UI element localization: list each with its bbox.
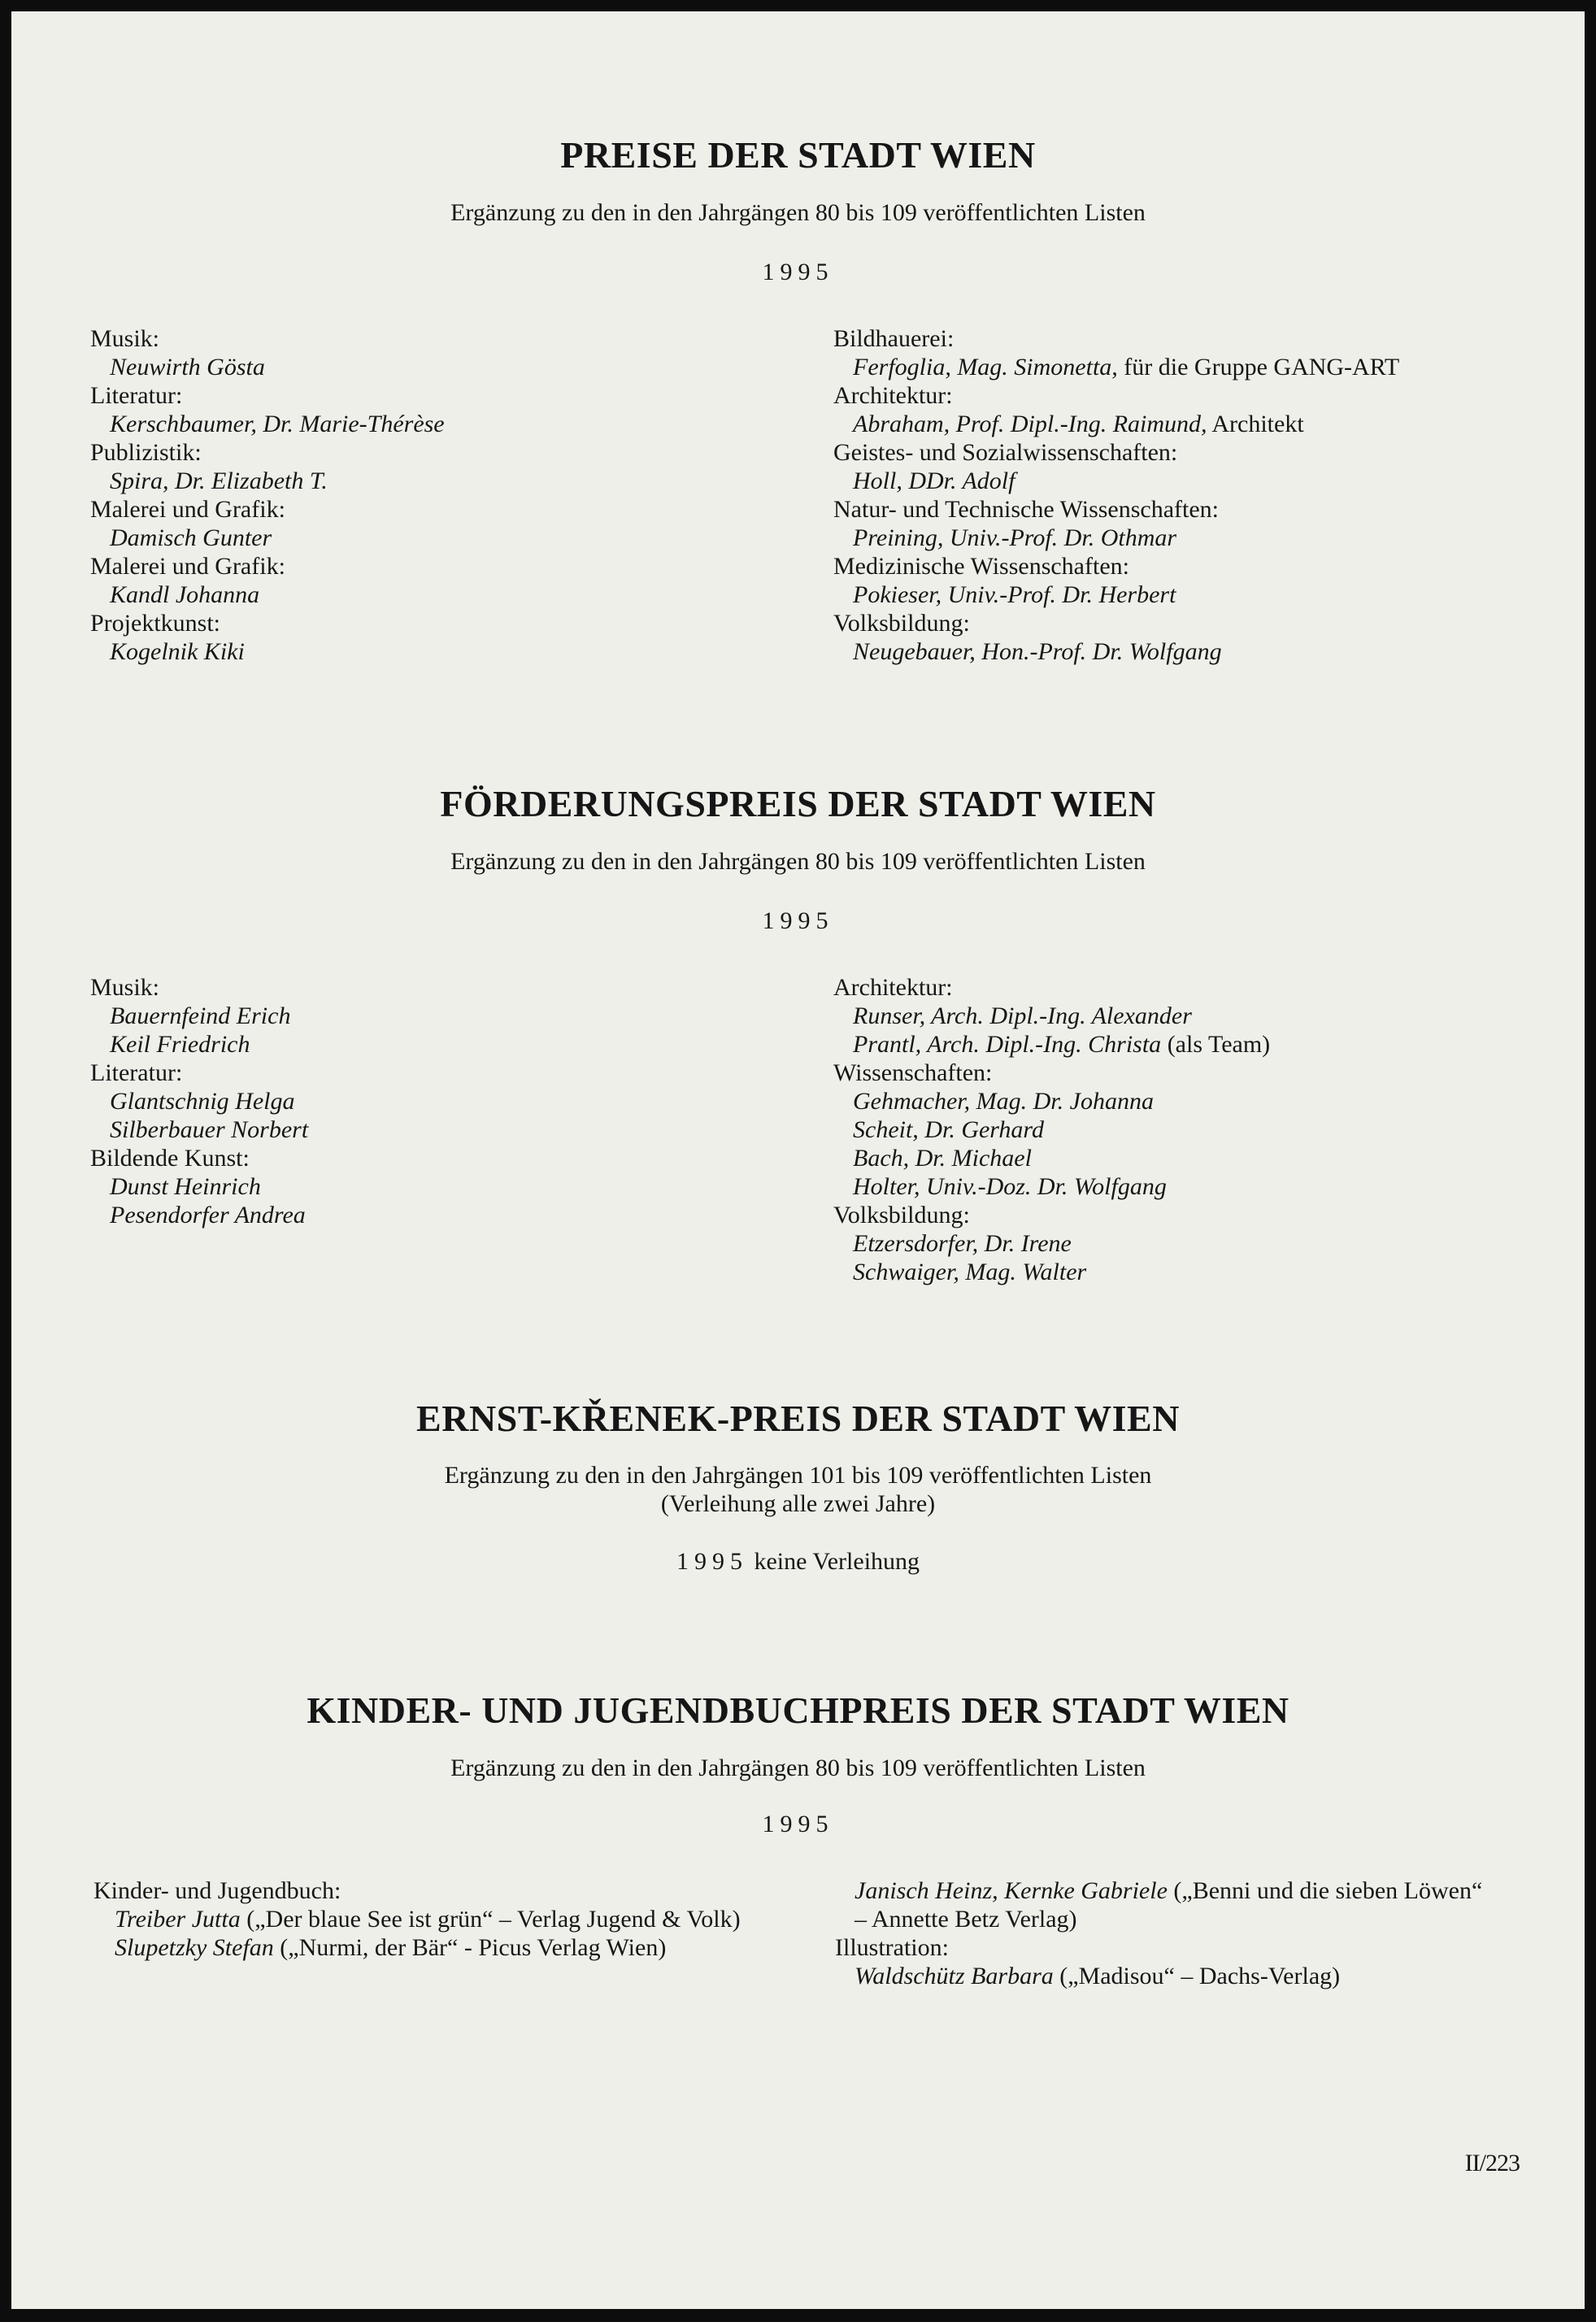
section-year-krenek-preis: 1995 bbox=[676, 1548, 748, 1575]
winner-entry: Slupetzky Stefan („Nurmi, der Bär“ - Picus Verlag Wien) bbox=[115, 1934, 667, 1961]
winner-name: Preining, Univ.-Prof. Dr. Othmar bbox=[853, 524, 1177, 551]
category-label: Musik: bbox=[90, 325, 160, 352]
category-label: Literatur: bbox=[90, 382, 183, 409]
kinder-jugendbuchpreis-left-column bbox=[93, 1876, 768, 1962]
winner-entry bbox=[90, 1087, 806, 1115]
winner-name: Scheit, Dr. Gerhard bbox=[853, 1116, 1044, 1143]
category-label: Kinder- und Jugendbuch: bbox=[93, 1877, 341, 1904]
section-subtitle-preise: Ergänzung zu den in den Jahrgängen 80 bis 109 veröffentlichten Listen bbox=[450, 199, 1146, 226]
winner-name: Bach, Dr. Michael bbox=[853, 1145, 1032, 1172]
winner-name: Waldschütz Barbara bbox=[855, 1963, 1054, 1989]
section-year-preise: 1995 bbox=[762, 259, 834, 285]
winner-entry bbox=[90, 524, 806, 552]
winner-name: Silberbauer Norbert bbox=[110, 1116, 309, 1143]
section-year-line-krenek-preis bbox=[11, 1548, 1585, 1576]
winner-name: Etzersdorfer, Dr. Irene bbox=[853, 1230, 1072, 1257]
winner-name: Neugebauer, Hon.-Prof. Dr. Wolfgang bbox=[853, 638, 1222, 665]
winner-entry bbox=[833, 1087, 1565, 1115]
preise-left-column bbox=[90, 324, 806, 666]
section-title-foerderungspreis: FÖRDERUNGSPREIS DER STADT WIEN bbox=[440, 783, 1156, 824]
winner-entry bbox=[833, 637, 1565, 666]
winner-name: Damisch Gunter bbox=[110, 524, 272, 551]
section-subtitle-kinder-jugendbuchpreis: Ergänzung zu den in den Jahrgängen 80 bis 109 veröffentlichten Listen bbox=[450, 1755, 1146, 1781]
winner-name: Keil Friedrich bbox=[110, 1031, 250, 1058]
category-label: Malerei und Grafik: bbox=[90, 496, 285, 523]
winner-name: Schwaiger, Mag. Walter bbox=[853, 1259, 1087, 1285]
category-label: Literatur: bbox=[90, 1059, 183, 1086]
winner-name: Neuwirth Gösta bbox=[110, 354, 265, 380]
winner-entry bbox=[90, 410, 806, 438]
winner-name: Treiber Jutta bbox=[115, 1906, 241, 1933]
winner-entry: Prantl, Arch. Dipl.-Ing. Christa (als Team) bbox=[853, 1031, 1271, 1058]
winner-entry bbox=[833, 467, 1565, 495]
winner-entry bbox=[833, 1229, 1565, 1258]
winner-entry bbox=[833, 1002, 1565, 1030]
foerderungspreis-right-column bbox=[833, 973, 1565, 1286]
page-number: II/223 bbox=[1464, 2150, 1520, 2176]
winner-name: Holter, Univ.-Doz. Dr. Wolfgang bbox=[853, 1173, 1167, 1200]
winner-entry bbox=[833, 1144, 1565, 1172]
winner-name: Janisch Heinz, Kernke Gabriele bbox=[855, 1877, 1168, 1904]
winner-name: Holl, DDr. Adolf bbox=[853, 467, 1015, 494]
section-title-preise: PREISE DER STADT WIEN bbox=[560, 134, 1036, 176]
winner-entry bbox=[833, 1258, 1565, 1286]
winner-entry bbox=[90, 1115, 806, 1144]
winner-entry bbox=[833, 1115, 1565, 1144]
category-label: Illustration: bbox=[835, 1934, 949, 1961]
category-label: Architektur: bbox=[833, 382, 953, 409]
section-year-kinder-jugendbuchpreis: 1995 bbox=[762, 1811, 834, 1837]
winner-name: Glantschnig Helga bbox=[110, 1088, 295, 1115]
section-subtitle-krenek-preis: Ergänzung zu den in den Jahrgängen 101 bis 109 veröffentlichten Listen bbox=[444, 1462, 1152, 1489]
winner-name: Ferfoglia, Mag. Simonetta, bbox=[853, 354, 1118, 380]
winner-entry: Janisch Heinz, Kernke Gabriele („Benni und die sieben Löwen“ – Annette Betz Verlag) bbox=[855, 1877, 1483, 1933]
winner-entry bbox=[833, 524, 1565, 552]
category-label: Volksbildung: bbox=[833, 610, 970, 637]
winner-name: Dunst Heinrich bbox=[110, 1173, 261, 1200]
winner-entry bbox=[90, 353, 806, 381]
category-label: Natur- und Technische Wissenschaften: bbox=[833, 496, 1220, 523]
winner-entry bbox=[833, 1172, 1565, 1201]
winner-entry bbox=[90, 1201, 806, 1229]
preise-right-column bbox=[833, 324, 1565, 666]
section-year-foerderungspreis: 1995 bbox=[762, 907, 834, 934]
winner-entry bbox=[90, 580, 806, 609]
winner-entry: Abraham, Prof. Dipl.-Ing. Raimund, Architekt bbox=[853, 411, 1304, 437]
winner-entry: Waldschütz Barbara („Madisou“ – Dachs-Verlag) bbox=[855, 1963, 1341, 1989]
category-label: Malerei und Grafik: bbox=[90, 553, 285, 580]
winner-name: Kerschbaumer, Dr. Marie-Thérèse bbox=[110, 411, 445, 437]
category-label: Wissenschaften: bbox=[833, 1059, 993, 1086]
winner-name: Pesendorfer Andrea bbox=[110, 1202, 306, 1228]
category-label: Projektkunst: bbox=[90, 610, 221, 637]
section-title-kinder-jugendbuchpreis: KINDER- UND JUGENDBUCHPREIS DER STADT WIEN bbox=[307, 1689, 1289, 1731]
section-subtitle-foerderungspreis: Ergänzung zu den in den Jahrgängen 80 bis 109 veröffentlichten Listen bbox=[450, 848, 1146, 875]
winner-entry bbox=[90, 1030, 806, 1059]
winner-name: Pokieser, Univ.-Prof. Dr. Herbert bbox=[853, 581, 1176, 608]
winner-name: Spira, Dr. Elizabeth T. bbox=[110, 467, 328, 494]
winner-entry bbox=[90, 1172, 806, 1201]
winner-entry bbox=[833, 580, 1565, 609]
winner-name: Runser, Arch. Dipl.-Ing. Alexander bbox=[853, 1002, 1192, 1029]
winner-name: Slupetzky Stefan bbox=[115, 1934, 274, 1961]
winner-entry: Ferfoglia, Mag. Simonetta, für die Gruppe GANG-ART bbox=[853, 354, 1400, 380]
no-award-note: keine Verleihung bbox=[754, 1548, 920, 1575]
winner-entry bbox=[90, 637, 806, 666]
winner-name: Abraham, Prof. Dipl.-Ing. Raimund, bbox=[853, 411, 1207, 437]
category-label: Architektur: bbox=[833, 974, 953, 1001]
kinder-jugendbuchpreis-right-column bbox=[835, 1876, 1485, 1990]
category-label: Bildhauerei: bbox=[833, 325, 955, 352]
section-note-krenek-preis: (Verleihung alle zwei Jahre) bbox=[660, 1490, 936, 1517]
winner-name: Kandl Johanna bbox=[110, 581, 260, 608]
winner-entry: Treiber Jutta („Der blaue See ist grün“ – Verlag Jugend & Volk) bbox=[115, 1906, 741, 1933]
category-label: Publizistik: bbox=[90, 439, 202, 466]
category-label: Bildende Kunst: bbox=[90, 1145, 250, 1172]
section-title-krenek-preis: ERNST-KŘENEK-PREIS DER STADT WIEN bbox=[416, 1398, 1180, 1439]
category-label: Volksbildung: bbox=[833, 1202, 970, 1228]
category-label: Geistes- und Sozialwissenschaften: bbox=[833, 439, 1178, 466]
category-label: Medizinische Wissenschaften: bbox=[833, 553, 1129, 580]
winner-entry bbox=[90, 467, 806, 495]
winner-entry bbox=[90, 1002, 806, 1030]
foerderungspreis-left-column bbox=[90, 973, 806, 1229]
document-page bbox=[11, 11, 1585, 2309]
winner-name: Kogelnik Kiki bbox=[110, 638, 245, 665]
winner-name: Gehmacher, Mag. Dr. Johanna bbox=[853, 1088, 1154, 1115]
winner-name: Bauernfeind Erich bbox=[110, 1002, 291, 1029]
winner-name: Prantl, Arch. Dipl.-Ing. Christa bbox=[853, 1031, 1162, 1058]
category-label: Musik: bbox=[90, 974, 160, 1001]
